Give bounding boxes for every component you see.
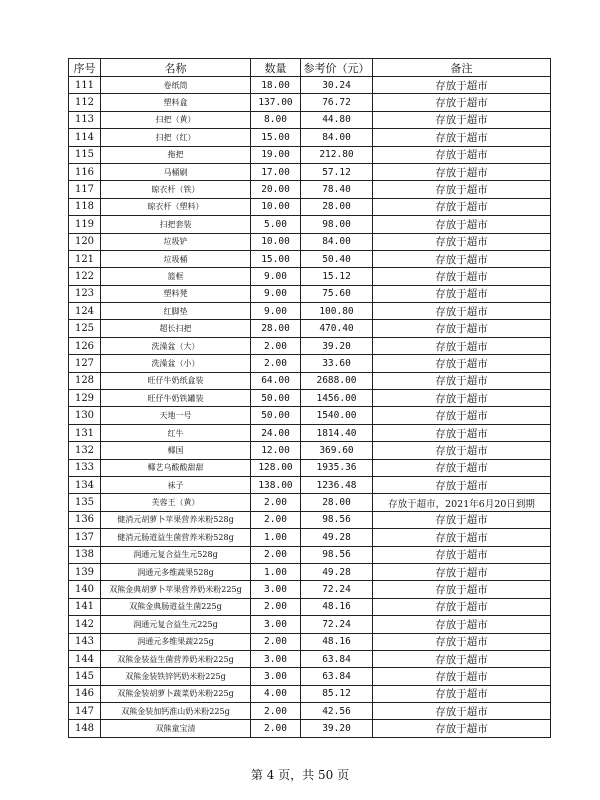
cell-note: 存放于超市 — [373, 372, 551, 389]
cell-note: 存放于超市 — [373, 424, 551, 441]
cell-price: 15.12 — [301, 268, 373, 285]
table-row — [69, 529, 551, 546]
cell-seq: 148 — [69, 720, 101, 737]
cell-qty: 28.00 — [251, 320, 301, 337]
cell-seq: 116 — [69, 163, 101, 180]
cell-price: 39.20 — [301, 337, 373, 354]
cell-seq: 142 — [69, 616, 101, 633]
cell-qty: 9.00 — [251, 268, 301, 285]
cell-price: 42.56 — [301, 703, 373, 720]
cell-name: 双熊金装铁锌钙奶米粉225g — [101, 668, 251, 685]
cell-seq: 137 — [69, 529, 101, 546]
table-row — [69, 216, 551, 233]
cell-name: 双熊金装益生菌营养奶米粉225g — [101, 650, 251, 667]
cell-price: 98.56 — [301, 511, 373, 528]
cell-name: 垃圾铲 — [101, 233, 251, 250]
cell-seq: 115 — [69, 146, 101, 163]
cell-qty: 2.00 — [251, 720, 301, 737]
cell-price: 72.24 — [301, 616, 373, 633]
cell-seq: 125 — [69, 320, 101, 337]
cell-name: 超长扫把 — [101, 320, 251, 337]
cell-note: 存放于超市 — [373, 198, 551, 215]
cell-name: 芙蓉王（黄） — [101, 494, 251, 511]
cell-qty: 50.00 — [251, 390, 301, 407]
table-row — [69, 581, 551, 598]
cell-name: 晾衣杆（塑料） — [101, 198, 251, 215]
cell-seq: 135 — [69, 494, 101, 511]
table-row — [69, 77, 551, 94]
cell-seq: 127 — [69, 355, 101, 372]
table-row — [69, 320, 551, 337]
cell-name: 双熊金装胡萝卜蔬菜奶米粉225g — [101, 685, 251, 702]
cell-qty: 3.00 — [251, 616, 301, 633]
cell-seq: 134 — [69, 476, 101, 493]
cell-qty: 5.00 — [251, 216, 301, 233]
cell-seq: 121 — [69, 250, 101, 267]
cell-price: 63.84 — [301, 650, 373, 667]
cell-seq: 118 — [69, 198, 101, 215]
cell-qty: 128.00 — [251, 459, 301, 476]
page-footer: 第 4 页，共 50 页 — [250, 768, 350, 782]
cell-name: 洗澡盆（小） — [101, 355, 251, 372]
cell-name: 袜子 — [101, 476, 251, 493]
cell-qty: 2.00 — [251, 511, 301, 528]
cell-note: 存放于超市 — [373, 563, 551, 580]
cell-qty: 19.00 — [251, 146, 301, 163]
cell-price: 212.80 — [301, 146, 373, 163]
cell-note: 存放于超市 — [373, 459, 551, 476]
table-row — [69, 424, 551, 441]
cell-note: 存放于超市 — [373, 442, 551, 459]
cell-note: 存放于超市 — [373, 285, 551, 302]
cell-name: 马桶刷 — [101, 163, 251, 180]
cell-price: 30.24 — [301, 77, 373, 94]
cell-name: 拖把 — [101, 146, 251, 163]
cell-note: 存放于超市 — [373, 703, 551, 720]
cell-qty: 2.00 — [251, 546, 301, 563]
cell-qty: 17.00 — [251, 163, 301, 180]
cell-name: 润通元多维果蔬225g — [101, 633, 251, 650]
cell-qty: 4.00 — [251, 685, 301, 702]
cell-seq: 113 — [69, 111, 101, 128]
cell-qty: 15.00 — [251, 129, 301, 146]
table-row — [69, 250, 551, 267]
table-row — [69, 685, 551, 702]
cell-seq: 146 — [69, 685, 101, 702]
cell-price: 63.84 — [301, 668, 373, 685]
cell-name: 卷纸筒 — [101, 77, 251, 94]
cell-note: 存放于超市 — [373, 650, 551, 667]
table-row — [69, 511, 551, 528]
cell-price: 1935.36 — [301, 459, 373, 476]
cell-price: 57.12 — [301, 163, 373, 180]
cell-note: 存放于超市 — [373, 181, 551, 198]
cell-note: 存放于超市 — [373, 668, 551, 685]
cell-note: 存放于超市 — [373, 581, 551, 598]
table-row — [69, 616, 551, 633]
table-row — [69, 633, 551, 650]
col-header-qty: 数量 — [251, 59, 301, 77]
cell-seq: 139 — [69, 563, 101, 580]
cell-note: 存放于超市 — [373, 233, 551, 250]
cell-price: 49.28 — [301, 529, 373, 546]
cell-price: 72.24 — [301, 581, 373, 598]
col-header-price: 参考价（元） — [301, 59, 373, 77]
cell-note: 存放于超市 — [373, 355, 551, 372]
cell-name: 双熊金典肠道益生菌225g — [101, 598, 251, 615]
cell-name: 扫把（红） — [101, 129, 251, 146]
cell-seq: 120 — [69, 233, 101, 250]
table-row — [69, 442, 551, 459]
cell-name: 润通元多维蔬果528g — [101, 563, 251, 580]
cell-price: 48.16 — [301, 598, 373, 615]
cell-seq: 131 — [69, 424, 101, 441]
cell-seq: 128 — [69, 372, 101, 389]
cell-name: 洗澡盆（大） — [101, 337, 251, 354]
cell-qty: 12.00 — [251, 442, 301, 459]
cell-price: 2688.00 — [301, 372, 373, 389]
cell-name: 天地一号 — [101, 407, 251, 424]
table-row — [69, 650, 551, 667]
cell-price: 84.00 — [301, 129, 373, 146]
cell-seq: 136 — [69, 511, 101, 528]
inventory-table — [68, 58, 551, 738]
cell-name: 润通元复合益生元225g — [101, 616, 251, 633]
cell-note: 存放于超市 — [373, 146, 551, 163]
table-row — [69, 111, 551, 128]
cell-price: 369.60 — [301, 442, 373, 459]
cell-name: 篮框 — [101, 268, 251, 285]
cell-seq: 143 — [69, 633, 101, 650]
cell-name: 双熊童宝清 — [101, 720, 251, 737]
cell-seq: 145 — [69, 668, 101, 685]
cell-seq: 111 — [69, 77, 101, 94]
cell-name: 红脚垫 — [101, 303, 251, 320]
cell-price: 39.20 — [301, 720, 373, 737]
cell-qty: 1.00 — [251, 563, 301, 580]
cell-seq: 124 — [69, 303, 101, 320]
cell-note: 存放于超市 — [373, 390, 551, 407]
header-row — [69, 59, 551, 77]
cell-qty: 20.00 — [251, 181, 301, 198]
cell-price: 28.00 — [301, 198, 373, 215]
cell-price: 75.60 — [301, 285, 373, 302]
cell-note: 存放于超市 — [373, 111, 551, 128]
cell-qty: 24.00 — [251, 424, 301, 441]
cell-price: 28.00 — [301, 494, 373, 511]
cell-qty: 2.00 — [251, 494, 301, 511]
table-row — [69, 598, 551, 615]
table-row — [69, 337, 551, 354]
table-row — [69, 198, 551, 215]
cell-seq: 126 — [69, 337, 101, 354]
table-row — [69, 268, 551, 285]
cell-name: 健消元胡萝卜苹果营养米粉528g — [101, 511, 251, 528]
cell-qty: 3.00 — [251, 650, 301, 667]
table-row — [69, 703, 551, 720]
col-header-note: 备注 — [373, 59, 551, 77]
cell-price: 76.72 — [301, 94, 373, 111]
cell-seq: 138 — [69, 546, 101, 563]
cell-price: 1814.40 — [301, 424, 373, 441]
cell-qty: 15.00 — [251, 250, 301, 267]
cell-note: 存放于超市 — [373, 320, 551, 337]
cell-qty: 18.00 — [251, 77, 301, 94]
cell-seq: 112 — [69, 94, 101, 111]
cell-qty: 9.00 — [251, 285, 301, 302]
cell-name: 椰国 — [101, 442, 251, 459]
table-row — [69, 355, 551, 372]
cell-name: 扫把套装 — [101, 216, 251, 233]
table-row — [69, 476, 551, 493]
table-row — [69, 390, 551, 407]
cell-name: 旺仔牛奶纸盒装 — [101, 372, 251, 389]
cell-seq: 144 — [69, 650, 101, 667]
cell-price: 1456.00 — [301, 390, 373, 407]
table-row — [69, 285, 551, 302]
table-row — [69, 303, 551, 320]
cell-name: 红牛 — [101, 424, 251, 441]
cell-note: 存放于超市 — [373, 216, 551, 233]
cell-seq: 119 — [69, 216, 101, 233]
cell-qty: 10.00 — [251, 198, 301, 215]
cell-qty: 10.00 — [251, 233, 301, 250]
cell-qty: 3.00 — [251, 668, 301, 685]
table-row — [69, 720, 551, 737]
cell-note: 存放于超市 — [373, 94, 551, 111]
cell-qty: 1.00 — [251, 529, 301, 546]
cell-price: 85.12 — [301, 685, 373, 702]
cell-name: 旺仔牛奶铁罐装 — [101, 390, 251, 407]
cell-note: 存放于超市，2021年6月20日到期 — [373, 494, 551, 511]
cell-note: 存放于超市 — [373, 511, 551, 528]
table-row — [69, 563, 551, 580]
cell-note: 存放于超市 — [373, 633, 551, 650]
cell-note: 存放于超市 — [373, 268, 551, 285]
cell-seq: 140 — [69, 581, 101, 598]
cell-price: 98.56 — [301, 546, 373, 563]
cell-note: 存放于超市 — [373, 476, 551, 493]
cell-price: 78.40 — [301, 181, 373, 198]
cell-seq: 132 — [69, 442, 101, 459]
cell-name: 润通元复合益生元528g — [101, 546, 251, 563]
table-row — [69, 459, 551, 476]
cell-qty: 50.00 — [251, 407, 301, 424]
cell-price: 50.40 — [301, 250, 373, 267]
cell-note: 存放于超市 — [373, 546, 551, 563]
col-header-seq: 序号 — [69, 59, 101, 77]
table-row — [69, 94, 551, 111]
cell-qty: 137.00 — [251, 94, 301, 111]
cell-note: 存放于超市 — [373, 250, 551, 267]
cell-note: 存放于超市 — [373, 303, 551, 320]
cell-note: 存放于超市 — [373, 685, 551, 702]
cell-seq: 117 — [69, 181, 101, 198]
col-header-name: 名称 — [101, 59, 251, 77]
cell-seq: 129 — [69, 390, 101, 407]
cell-qty: 2.00 — [251, 337, 301, 354]
cell-price: 1540.00 — [301, 407, 373, 424]
table-row — [69, 129, 551, 146]
cell-seq: 130 — [69, 407, 101, 424]
cell-price: 49.28 — [301, 563, 373, 580]
cell-name: 塑料凳 — [101, 285, 251, 302]
table-row — [69, 407, 551, 424]
cell-name: 双熊金装加钙淮山奶米粉225g — [101, 703, 251, 720]
table-row — [69, 668, 551, 685]
cell-price: 470.40 — [301, 320, 373, 337]
cell-name: 双熊金典胡萝卜苹果营养奶米粉225g — [101, 581, 251, 598]
cell-note: 存放于超市 — [373, 598, 551, 615]
cell-name: 晾衣杆（铁） — [101, 181, 251, 198]
cell-name: 椰艺乌酸酸甜甜 — [101, 459, 251, 476]
cell-qty: 64.00 — [251, 372, 301, 389]
cell-qty: 138.00 — [251, 476, 301, 493]
cell-note: 存放于超市 — [373, 129, 551, 146]
table-row — [69, 146, 551, 163]
cell-note: 存放于超市 — [373, 407, 551, 424]
cell-qty: 9.00 — [251, 303, 301, 320]
cell-note: 存放于超市 — [373, 529, 551, 546]
cell-seq: 123 — [69, 285, 101, 302]
table-row — [69, 233, 551, 250]
cell-qty: 3.00 — [251, 581, 301, 598]
cell-note: 存放于超市 — [373, 616, 551, 633]
cell-note: 存放于超市 — [373, 77, 551, 94]
cell-name: 塑料盒 — [101, 94, 251, 111]
cell-price: 33.60 — [301, 355, 373, 372]
cell-price: 48.16 — [301, 633, 373, 650]
cell-note: 存放于超市 — [373, 337, 551, 354]
cell-seq: 147 — [69, 703, 101, 720]
table-row — [69, 163, 551, 180]
cell-name: 垃圾桶 — [101, 250, 251, 267]
cell-price: 98.00 — [301, 216, 373, 233]
cell-price: 84.00 — [301, 233, 373, 250]
table-row — [69, 494, 551, 511]
cell-seq: 122 — [69, 268, 101, 285]
cell-qty: 2.00 — [251, 355, 301, 372]
cell-name: 扫把（黄） — [101, 111, 251, 128]
cell-qty: 2.00 — [251, 703, 301, 720]
cell-note: 存放于超市 — [373, 720, 551, 737]
cell-price: 1236.48 — [301, 476, 373, 493]
cell-price: 44.80 — [301, 111, 373, 128]
cell-name: 健消元肠道益生菌营养米粉528g — [101, 529, 251, 546]
table-row — [69, 546, 551, 563]
cell-note: 存放于超市 — [373, 163, 551, 180]
table-row — [69, 181, 551, 198]
cell-seq: 114 — [69, 129, 101, 146]
cell-qty: 8.00 — [251, 111, 301, 128]
table-row — [69, 372, 551, 389]
cell-qty: 2.00 — [251, 598, 301, 615]
cell-seq: 141 — [69, 598, 101, 615]
cell-qty: 2.00 — [251, 633, 301, 650]
cell-seq: 133 — [69, 459, 101, 476]
cell-price: 100.80 — [301, 303, 373, 320]
